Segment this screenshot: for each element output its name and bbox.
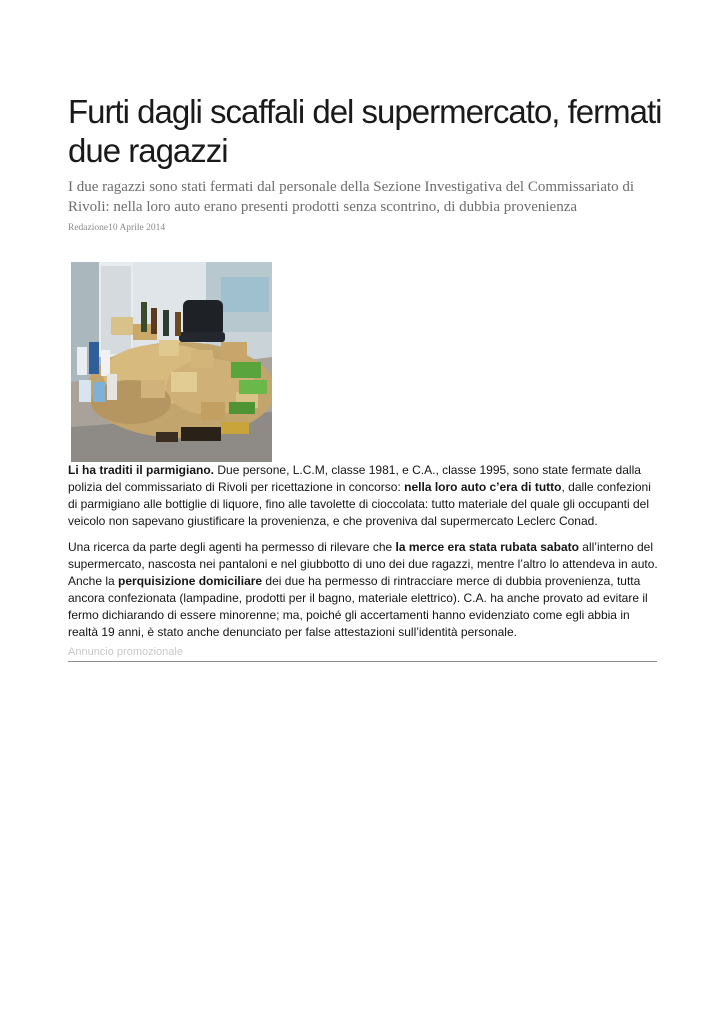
article-paragraph-1 [68,462,660,530]
promo-label: Annuncio promozionale [68,646,183,658]
paragraph-2-bold-d: perquisizione domiciliare [118,574,263,588]
article-byline: Redazione10 Aprile 2014 [68,223,166,233]
article-photo [71,262,272,462]
paragraph-1-text-c: , dalle confezioni di parmigiano alle bottiglie di liquore, fino alle tavolette di cioccolata: tutto materiale del quale gli occupanti del veicolo non sapevano giustificare la provenienza, e che proveniva dal supermercato Leclerc Conad. [68,480,651,528]
article-paragraph-2 [68,539,660,641]
paragraph-2-bold-b: la merce era stata rubata sabato [395,540,579,554]
paragraph-1-lead: Li ha traditi il parmigiano. [68,463,215,477]
paragraph-2-text-e: dei due ha permesso di rintracciare merce di dubbia provenienza, tutta ancora confezionata (lampadine, prodotti per il bagno, materiale elettrico). C.A. ha anche provato ad evitare il fermo dichiarando di essere minorenne; ma, poiché gli accertamenti hanno evidenziato come egli abbia in realtà 19 anni, è stato anche denunciato per false attestazioni sull’identità personale. [68,574,648,639]
article-title: Furti dagli scaffali del supermercato, fermati due ragazzi [68,93,662,169]
paragraph-2-text-c: all’interno del supermercato, nascosta nei pantaloni e nel giubbotto di uno dei due ragazzi, mentre l’altro lo attendeva in auto. Anche la [68,540,658,588]
paragraph-1-text-a: Due persone, L.C.M, classe 1981, e C.A., classe 1995, sono state fermate dalla polizia del commissariato di Rivoli per ricettazione in concorso: [68,463,641,494]
article-subtitle: I due ragazzi sono stati fermati dal personale della Sezione Investigativa del Commissariato di Rivoli: nella loro auto erano presenti prodotti senza scontrino, di dubbia provenienza [68,179,635,215]
promo-divider [68,661,657,662]
paragraph-1-bold-b: nella loro auto c’era di tutto [404,480,562,494]
paragraph-2-text-a: Una ricerca da parte degli agenti ha permesso di rilevare che [68,540,396,554]
